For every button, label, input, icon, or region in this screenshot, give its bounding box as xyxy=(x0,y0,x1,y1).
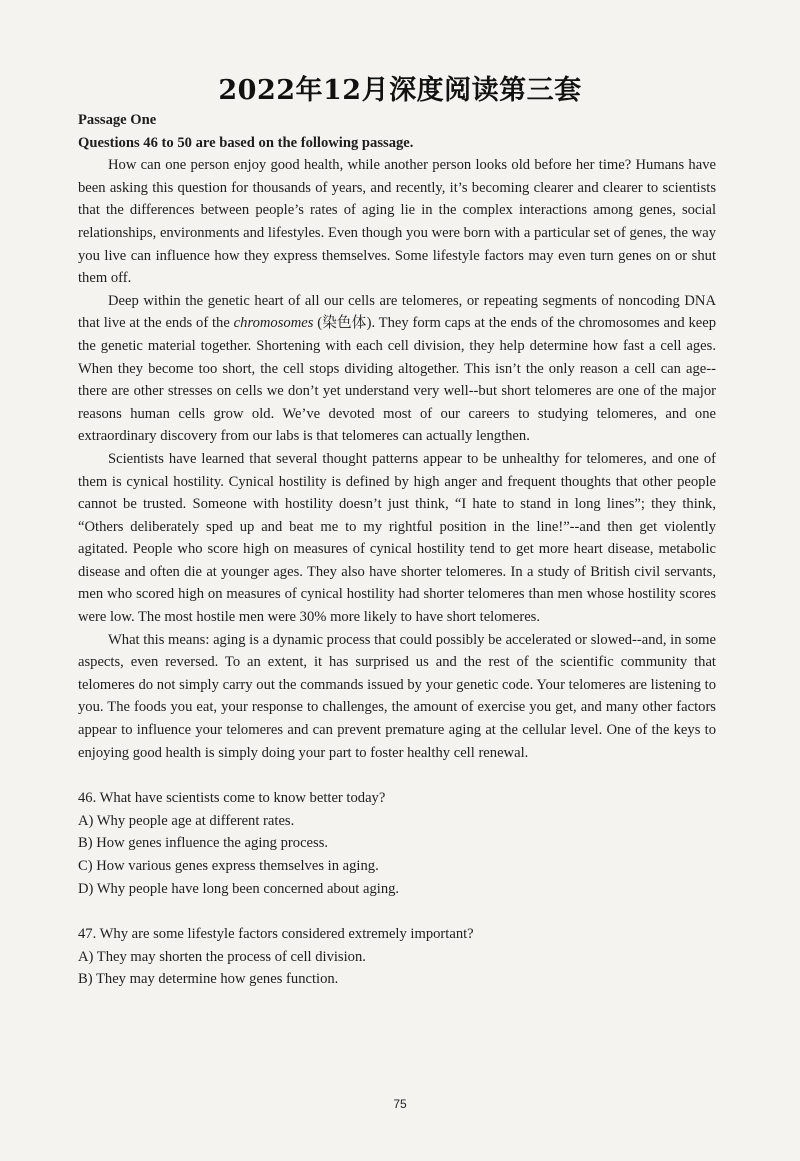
paragraph-2-italic-term: chromosomes xyxy=(233,315,314,332)
passage-instructions: Questions 46 to 50 are based on the following passage. xyxy=(78,134,414,151)
document-body xyxy=(78,109,716,1014)
paragraph-3: Scientists have learned that several thought patterns appear to be unhealthy for telomeres, and one of them is cynical hostility. Cynical hostility is defined by high anger and frequent thoughts that other people cannot be trusted. Someone with hostility doesn’t just think, “I hate to stand in long lines”; they think, “Others deliberately sped up and beat me to my rightful position in the line!”--and then get violently agitated. People who score high on measures of cynical hostility tend to get more heart disease, metabolic disease and often die at younger ages. They also have shorter telomeres. In a study of British civil servants, men who scored high on measures of cynical hostility had shorter telomeres than men whose hostility scores were low. The most hostile men were 30% more likely to have short telomeres. xyxy=(78,450,716,626)
answer-option: B) They may determine how genes function. xyxy=(78,971,339,988)
question-47 xyxy=(78,923,716,991)
page-title: 2022年12月深度阅读第三套 xyxy=(218,75,582,106)
question-stem: 47. Why are some lifestyle factors considered extremely important? xyxy=(78,926,474,943)
page-number: 75 xyxy=(393,1097,407,1111)
question-46 xyxy=(78,787,716,900)
answer-option: A) Why people age at different rates. xyxy=(78,812,295,829)
answer-option: A) They may shorten the process of cell division. xyxy=(78,948,366,965)
answer-option: C) How various genes express themselves in aging. xyxy=(78,858,379,874)
paragraph-2-text-after: (染色体). They form caps at the ends of the chromosomes and keep the genetic material together. Shortening with each cell division, they help determine how fast a cell ages. When they become too short, the cell stops dividing altogether. This isn’t the only reason a cell can age--there are other stresses on cells we don’t yet understand very well--but short telomeres are one of the major reasons human cells grow old. We’ve devoted most of our careers to studying telomeres, and one extraordinary discovery from our labs is that telomeres can actually lengthen. xyxy=(78,315,717,445)
paragraph-4: What this means: aging is a dynamic process that could possibly be accelerated or slowed--and, in some aspects, even reversed. To an extent, it has surprised us and the rest of the scientific community that telomeres do not simply carry out the commands issued by your genetic code. Your telomeres are listening to you. The foods you eat, your response to challenges, the amount of exercise you get, and many other factors appear to influence your telomeres and can prevent premature aging at the cellular level. One of the keys to enjoying good health is simply doing your part to foster healthy cell renewal. xyxy=(78,631,716,761)
answer-option: D) Why people have long been concerned about aging. xyxy=(78,880,400,897)
paragraph-2-text-before: Deep within the genetic heart of all our cells are telomeres, or repeating segments of noncoding DNA that live at the ends of the xyxy=(78,292,716,332)
answer-option: B) How genes influence the aging process. xyxy=(78,835,329,852)
question-list xyxy=(78,787,716,991)
passage-label: Passage One xyxy=(78,112,157,128)
paragraph-2 xyxy=(78,290,716,448)
paragraph-1: How can one person enjoy good health, while another person looks old before her time? Humans have been asking this question for thousands of years, and recently, it’s becoming clearer and clearer to scientists that the differences between people’s rates of aging lie in the complex interactions among genes, social relationships, environments and lifestyles. Even though you were born with a particular set of genes, the way you live can influence how they express themselves. Some lifestyle factors may even turn genes on or shut them off. xyxy=(78,157,716,287)
question-stem: 46. What have scientists come to know better today? xyxy=(78,790,386,807)
